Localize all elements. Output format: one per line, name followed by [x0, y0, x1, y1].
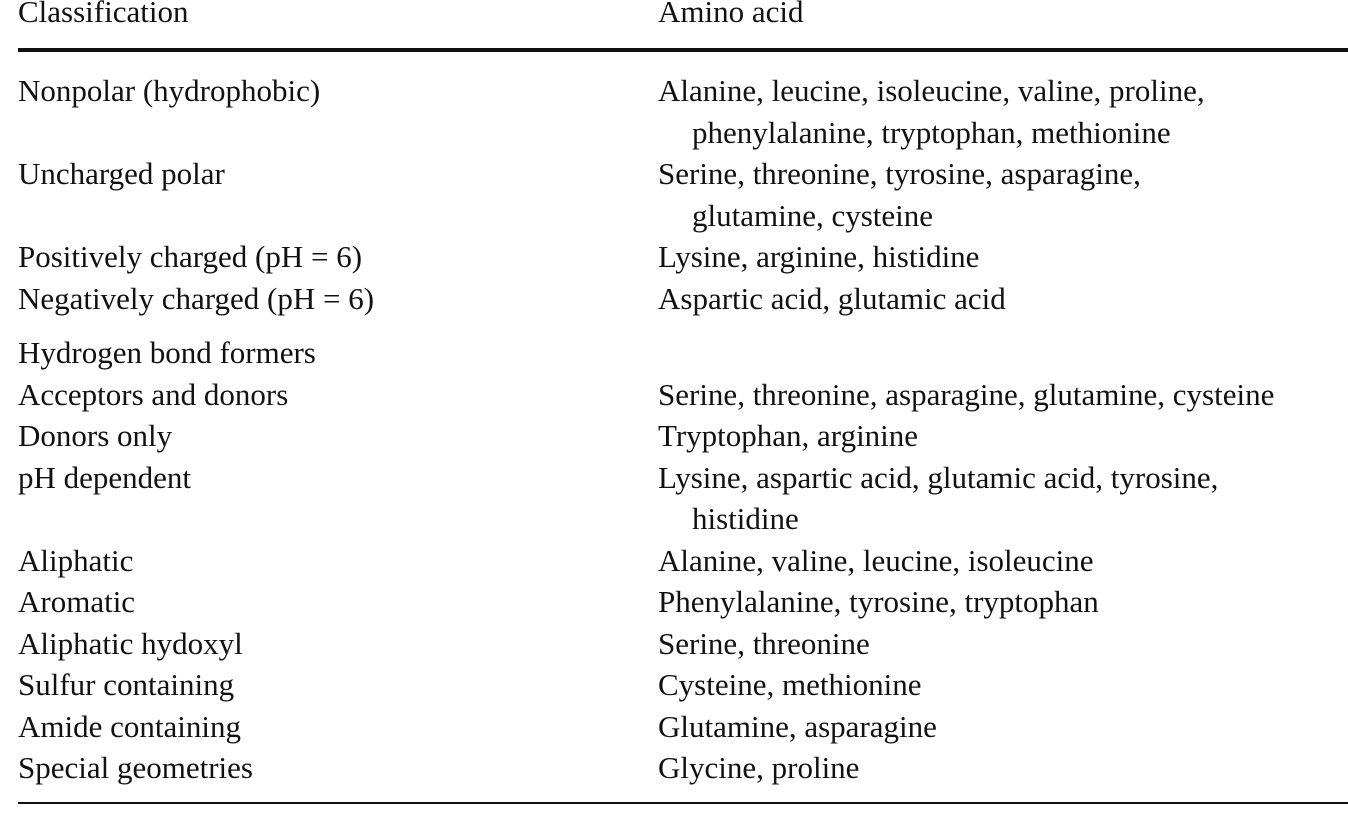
table-row [18, 623, 1348, 665]
classification-cell: Negatively charged (pH = 6) [18, 280, 375, 316]
table-row [18, 747, 1348, 789]
classification-cell: Aliphatic [18, 542, 134, 578]
footer-rule [18, 802, 1348, 804]
table-row [18, 457, 1348, 540]
classification-cell: Uncharged polar [18, 156, 225, 191]
classification-cell: Donors only [18, 418, 173, 453]
classification-cell: Acceptors and donors [18, 376, 289, 412]
classification-cell: Hydrogen bond formers [18, 335, 316, 370]
amino-acid-continuation: phenylalanine, tryptophan, methionine [692, 114, 1171, 150]
amino-acid-cell: Glycine, proline [658, 750, 860, 785]
amino-acid-cell [658, 70, 1348, 153]
table-row [18, 374, 1348, 416]
classification-cell: pH dependent [18, 459, 192, 495]
amino-acid-continuation: glutamine, cysteine [692, 197, 934, 233]
amino-acid-line: Serine, threonine, tyrosine, asparagine, [658, 156, 1141, 191]
header-classification: Classification [18, 0, 189, 29]
header-amino-acid: Amino acid [658, 0, 804, 29]
amino-acid-cell: Tryptophan, arginine [658, 418, 919, 453]
classification-cell: Positively charged (pH = 6) [18, 239, 363, 274]
classification-cell: Amide containing [18, 708, 241, 744]
row-spacer [18, 319, 1348, 332]
classification-cell: Special geometries [18, 750, 253, 785]
table-row [18, 540, 1348, 582]
classification-cell: Aromatic [18, 584, 136, 619]
table-row [18, 415, 1348, 457]
amino-acid-cell: Serine, threonine [658, 625, 870, 661]
table-row [18, 70, 1348, 153]
amino-acid-cell: Alanine, valine, leucine, isoleucine [658, 542, 1094, 578]
amino-acid-cell [658, 457, 1348, 540]
amino-acid-line: Alanine, leucine, isoleucine, valine, proline, [658, 73, 1205, 108]
amino-acid-cell [658, 153, 1348, 236]
amino-acid-line: Lysine, aspartic acid, glutamic acid, tyrosine, [658, 459, 1219, 495]
table-row [18, 664, 1348, 706]
amino-acid-cell: Lysine, arginine, histidine [658, 239, 980, 274]
table-body [18, 70, 1348, 789]
table-row [18, 332, 1348, 374]
amino-acid-cell: Cysteine, methionine [658, 667, 922, 702]
table-row [18, 153, 1348, 236]
classification-cell: Nonpolar (hydrophobic) [18, 73, 321, 108]
table-row [18, 236, 1348, 278]
amino-acid-cell: Glutamine, asparagine [658, 708, 937, 744]
header-rule [18, 48, 1348, 52]
amino-acid-cell: Aspartic acid, glutamic acid [658, 280, 1006, 316]
amino-acid-cell: Serine, threonine, asparagine, glutamine, cysteine [658, 376, 1275, 412]
table-row [18, 278, 1348, 320]
table-row [18, 581, 1348, 623]
amino-acid-cell: Phenylalanine, tyrosine, tryptophan [658, 584, 1099, 619]
table-header-row [18, 0, 1348, 36]
amino-acid-continuation: histidine [692, 501, 799, 536]
amino-acid-classification-table [18, 0, 1348, 816]
classification-cell: Aliphatic hydoxyl [18, 625, 243, 661]
classification-cell: Sulfur containing [18, 667, 235, 702]
table-row [18, 706, 1348, 748]
